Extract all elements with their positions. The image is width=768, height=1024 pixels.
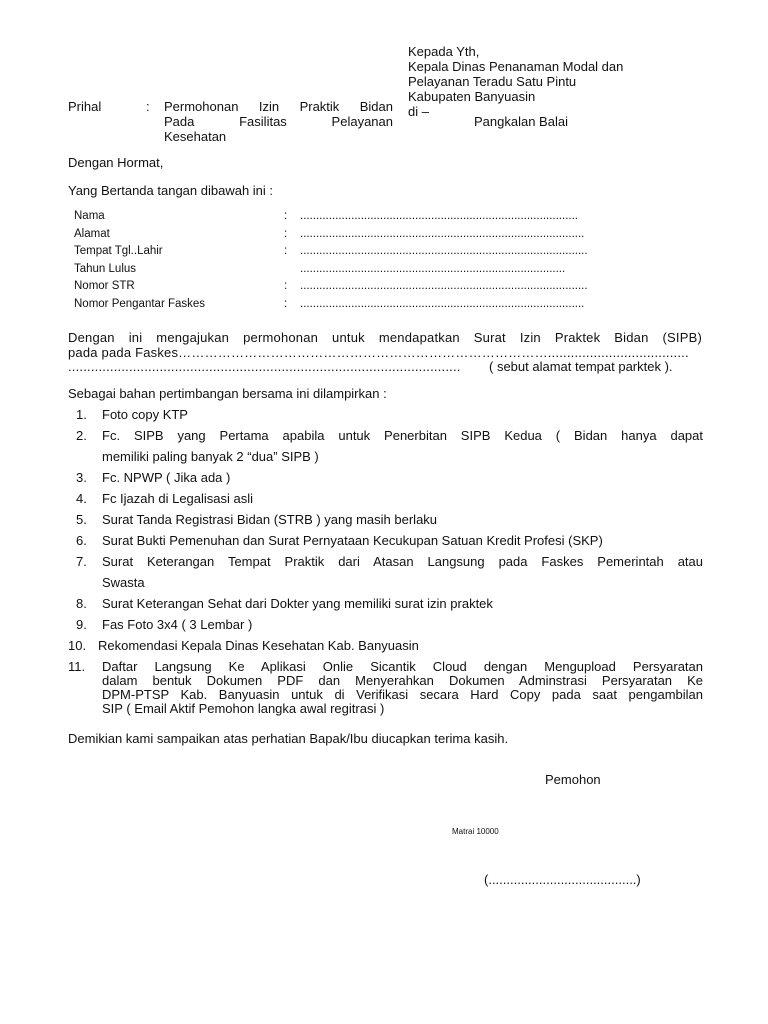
recipient-line: Pelayanan Teradu Satu Pintu	[408, 74, 577, 89]
subject-label: Prihal	[68, 99, 102, 114]
field-value: .......................................................................................	[300, 210, 578, 222]
attachment-number: 4.	[76, 491, 87, 506]
recipient-line: Kabupaten Banyuasin	[408, 89, 536, 104]
attachment-item	[76, 551, 703, 593]
attachment-item	[76, 467, 703, 488]
greeting: Dengan Hormat,	[68, 155, 164, 170]
attachment-text-cont: SIP ( Email Aktif Pemohon langka awal regitrasi )	[102, 701, 385, 716]
attachment-item	[68, 635, 703, 656]
attachment-item	[76, 509, 703, 530]
field-value: ...................................................................................	[300, 263, 566, 275]
field-colon: :	[284, 210, 288, 222]
attachment-text: Surat Tanda Registrasi Bidan (STRB ) yang masih berlaku	[102, 512, 438, 527]
recipient-city: Pangkalan Balai	[474, 114, 568, 129]
attachment-item	[76, 425, 703, 467]
attachment-number: 5.	[76, 512, 87, 527]
field-label: Tahun Lulus	[74, 263, 137, 275]
attachment-item	[76, 404, 703, 425]
attachment-text: Surat Bukti Pemenuhan dan Surat Pernyataan Kecukupan Satuan Kredit Profesi (SKP)	[102, 533, 603, 548]
signature-name-line: (.........................................)	[484, 872, 641, 887]
attachment-number: 10.	[68, 638, 87, 653]
attachment-text-cont: dalam bentuk Dokumen PDF dan Menyerahkan Dokumen Adminstrasi Persyaratan Ke	[102, 673, 703, 688]
attachment-item	[76, 593, 703, 614]
field-value: ..........................................................................................	[300, 245, 588, 257]
field-value: ..........................................................................................	[300, 280, 588, 292]
subject-colon: :	[146, 99, 150, 114]
attachment-text: Surat Keterangan Tempat Praktik dari Atasan Langsung pada Faskes Pemerintah atau	[102, 554, 703, 569]
field-row-nama	[74, 210, 634, 225]
field-row-pengantar-faskes	[74, 298, 634, 313]
field-value: .........................................................................................	[300, 228, 585, 240]
attachment-number: 1.	[76, 407, 87, 422]
attachment-number: 9.	[76, 617, 87, 632]
attachment-text-cont: memiliki paling banyak 2 “dua” SIPB )	[102, 449, 319, 464]
attachment-text: Fas Foto 3x4 ( 3 Lembar )	[102, 617, 253, 632]
field-row-tahun-lulus	[74, 263, 634, 278]
field-colon: :	[284, 298, 288, 310]
attachment-text: Fc. SIPB yang Pertama apabila untuk Penerbitan SIPB Kedua ( Bidan hanya dapat	[102, 428, 703, 443]
subject-line: Kesehatan	[164, 129, 227, 144]
attachment-number: 2.	[76, 428, 87, 443]
stamp-label: Matrai 10000	[452, 827, 499, 836]
attachment-item	[68, 659, 703, 716]
attachment-item	[76, 488, 703, 509]
recipient-block	[408, 44, 708, 119]
attachment-number: 8.	[76, 596, 87, 611]
attachment-text-cont: DPM-PTSP Kab. Banyuasin untuk di Verifikasi secara Hard Copy pada saat pengambilan	[102, 687, 703, 702]
attachment-text: Rekomendasi Kepala Dinas Kesehatan Kab. Banyuasin	[98, 638, 419, 653]
attachment-number: 3.	[76, 470, 87, 485]
attachment-item	[76, 614, 703, 635]
field-row-ttl	[74, 245, 634, 260]
attachment-number: 7.	[76, 554, 87, 569]
recipient-line: Kepada Yth,	[408, 44, 480, 59]
field-label: Nama	[74, 210, 105, 222]
attachment-text: Surat Keterangan Sehat dari Dokter yang memiliki surat izin praktek	[102, 596, 493, 611]
attachment-text: Fc Ijazah di Legalisasi asli	[102, 491, 254, 506]
request-line: Dengan ini mengajukan permohonan untuk mendapatkan Surat Izin Praktek Bidan (SIPB)	[68, 330, 702, 345]
request-note: ( sebut alamat tempat parktek ).	[489, 359, 673, 374]
recipient-line: Kepala Dinas Penanaman Modal dan	[408, 59, 624, 74]
request-line: pada pada Faskes………………………………………………………………………….....................................	[68, 345, 689, 360]
field-row-nomor-str	[74, 280, 634, 295]
recipient-line: di –	[408, 104, 429, 119]
attachment-text: Fc. NPWP ( Jika ada )	[102, 470, 231, 485]
subject-text	[164, 99, 393, 144]
field-value: .........................................................................................	[300, 298, 585, 310]
field-label: Nomor STR	[74, 280, 135, 292]
subject-line: Permohonan Izin Praktik Bidan	[164, 99, 393, 114]
field-colon: :	[284, 245, 288, 257]
field-row-alamat	[74, 228, 634, 243]
subject-line: Pada Fasilitas Pelayanan	[164, 114, 393, 129]
field-label: Nomor Pengantar Faskes	[74, 298, 206, 310]
field-label: Tempat Tgl..Lahir	[74, 245, 163, 257]
request-paragraph	[68, 330, 702, 360]
attachment-item	[76, 530, 703, 551]
request-dots-line: .......................................................................................................	[68, 359, 461, 374]
field-colon: :	[284, 228, 288, 240]
attachment-text: Foto copy KTP	[102, 407, 188, 422]
attachments-intro: Sebagai bahan pertimbangan bersama ini dilampirkan :	[68, 386, 387, 401]
intro-text: Yang Bertanda tangan dibawah ini :	[68, 183, 274, 198]
attachment-number: 11.	[68, 659, 86, 674]
signature-title: Pemohon	[545, 772, 601, 787]
field-colon: :	[284, 280, 288, 292]
attachment-text: Daftar Langsung Ke Aplikasi Onlie Sicantik Cloud dengan Mengupload Persyaratan	[102, 659, 703, 674]
attachment-number: 6.	[76, 533, 87, 548]
closing-text: Demikian kami sampaikan atas perhatian Bapak/Ibu diucapkan terima kasih.	[68, 731, 509, 746]
attachment-text-cont: Swasta	[102, 575, 145, 590]
field-label: Alamat	[74, 228, 110, 240]
